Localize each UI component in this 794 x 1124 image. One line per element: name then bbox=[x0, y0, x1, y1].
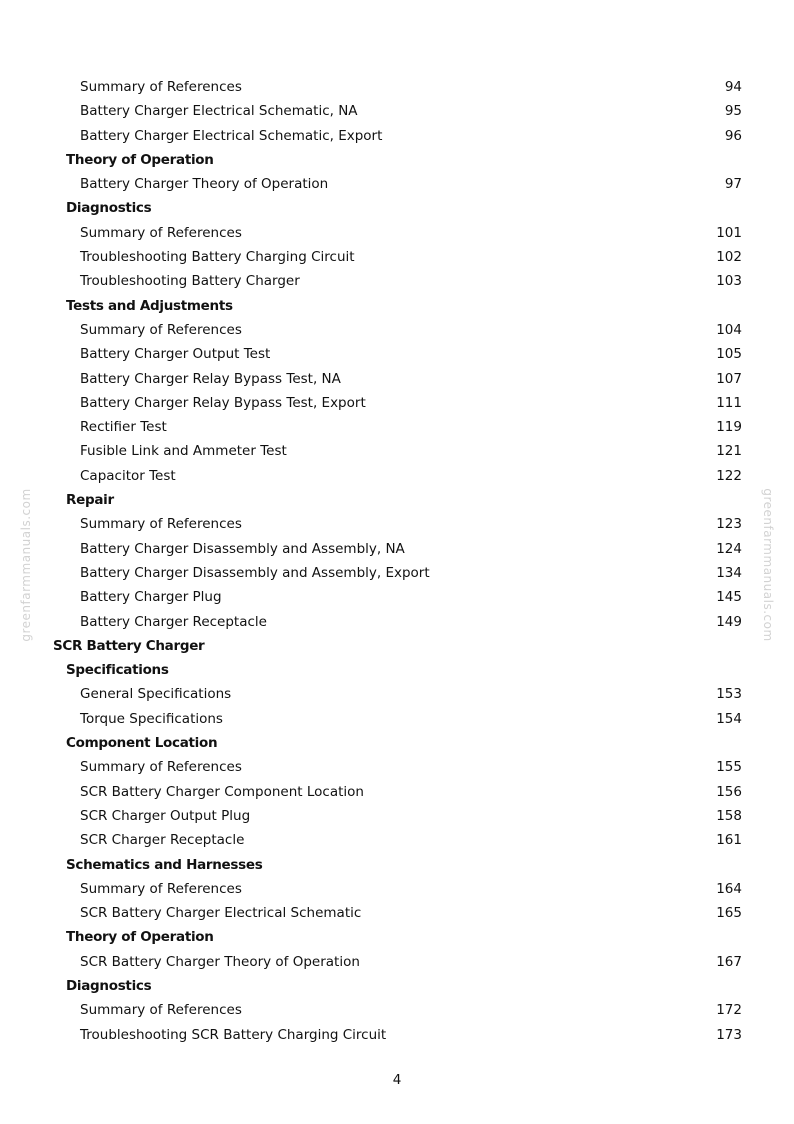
toc-entry-page: 124 bbox=[716, 540, 742, 557]
toc-entry-page: 119 bbox=[716, 419, 742, 436]
toc-entry-title: Troubleshooting SCR Battery Charging Circuit bbox=[80, 1026, 387, 1043]
toc-entry-title: Summary of References bbox=[80, 516, 242, 533]
toc-entry-title: Diagnostics bbox=[66, 977, 152, 994]
page-number: 4 bbox=[392, 1072, 402, 1088]
toc-entry-title: Summary of References bbox=[80, 321, 242, 338]
toc-entry-title: Battery Charger Theory of Operation bbox=[80, 176, 329, 193]
toc-entry[interactable] bbox=[0, 99, 794, 123]
toc-entry[interactable] bbox=[0, 124, 794, 148]
toc-entry-page: 105 bbox=[716, 346, 742, 363]
toc-entry-page: 134 bbox=[716, 564, 742, 581]
toc-entry-title: Battery Charger Relay Bypass Test, Export bbox=[80, 394, 366, 411]
toc-entry-page: 111 bbox=[716, 394, 742, 411]
toc-entry-page: 95 bbox=[724, 103, 742, 120]
toc-entry-title: Summary of References bbox=[80, 79, 242, 95]
toc-entry-title: Diagnostics bbox=[66, 200, 152, 217]
toc-entry[interactable] bbox=[0, 391, 794, 415]
toc-entry[interactable] bbox=[0, 415, 794, 439]
toc-entry[interactable] bbox=[0, 585, 794, 609]
toc-entry[interactable] bbox=[0, 464, 794, 488]
toc-entry-page: 167 bbox=[716, 953, 742, 970]
toc-section-heading bbox=[0, 294, 794, 318]
toc-entry-title: SCR Battery Charger bbox=[53, 637, 205, 654]
toc-entry-title: Battery Charger Relay Bypass Test, NA bbox=[80, 370, 341, 387]
toc-entry-title: Battery Charger Disassembly and Assembly, Export bbox=[80, 564, 430, 581]
toc-entry-page: 172 bbox=[716, 1002, 742, 1019]
toc-section-heading bbox=[0, 488, 794, 512]
toc-entry[interactable] bbox=[0, 755, 794, 779]
toc-entry-page: 158 bbox=[716, 807, 742, 824]
toc-entry[interactable] bbox=[0, 269, 794, 293]
toc-entry[interactable] bbox=[0, 1023, 794, 1047]
toc-entry-title: Theory of Operation bbox=[66, 929, 214, 946]
toc-entry-title: Rectifier Test bbox=[80, 419, 167, 436]
toc-entry[interactable] bbox=[0, 828, 794, 852]
toc-entry-page: 107 bbox=[716, 370, 742, 387]
toc-entry-title: Summary of References bbox=[80, 880, 242, 897]
toc-entry-page: 153 bbox=[716, 686, 742, 703]
table-of-contents bbox=[0, 75, 794, 1047]
toc-entry[interactable] bbox=[0, 172, 794, 196]
toc-section-heading bbox=[0, 925, 794, 949]
toc-entry[interactable] bbox=[0, 682, 794, 706]
toc-entry-title: Battery Charger Electrical Schematic, Export bbox=[80, 127, 383, 144]
toc-entry-title: Battery Charger Output Test bbox=[80, 346, 271, 363]
toc-section-heading bbox=[0, 148, 794, 172]
toc-entry[interactable] bbox=[0, 780, 794, 804]
toc-entry-title: Capacitor Test bbox=[80, 467, 176, 484]
toc-entry-page: 156 bbox=[716, 783, 742, 800]
toc-entry-page: 102 bbox=[716, 249, 742, 266]
toc-entry-page: 155 bbox=[716, 759, 742, 776]
toc-entry-page: 96 bbox=[724, 127, 742, 144]
toc-entry[interactable] bbox=[0, 707, 794, 731]
toc-entry[interactable] bbox=[0, 221, 794, 245]
toc-entry[interactable] bbox=[0, 439, 794, 463]
toc-entry-page: 161 bbox=[716, 832, 742, 849]
toc-entry[interactable] bbox=[0, 804, 794, 828]
toc-entry-page: 103 bbox=[716, 273, 742, 290]
toc-entry-title: Troubleshooting Battery Charging Circuit bbox=[80, 249, 355, 266]
watermark-left: greenfarmmanuals.com bbox=[19, 488, 33, 642]
toc-entry[interactable] bbox=[0, 318, 794, 342]
toc-entry-title: Repair bbox=[66, 492, 114, 509]
toc-entry-title: Summary of References bbox=[80, 759, 242, 776]
toc-entry-page: 97 bbox=[724, 176, 742, 193]
toc-entry-page: 149 bbox=[716, 613, 742, 630]
toc-entry-title: Tests and Adjustments bbox=[66, 297, 233, 314]
toc-entry[interactable] bbox=[0, 610, 794, 634]
toc-entry-title: Torque Specifications bbox=[80, 710, 223, 727]
toc-section-heading bbox=[0, 731, 794, 755]
toc-section-heading bbox=[0, 196, 794, 220]
toc-entry-title: SCR Charger Receptacle bbox=[80, 832, 245, 849]
toc-entry-page: 145 bbox=[716, 589, 742, 606]
toc-entry-title: Fusible Link and Ammeter Test bbox=[80, 443, 287, 460]
toc-entry-title: SCR Battery Charger Electrical Schematic bbox=[80, 905, 362, 922]
toc-entry-title: Summary of References bbox=[80, 1002, 242, 1019]
toc-entry-title: Battery Charger Disassembly and Assembly, NA bbox=[80, 540, 405, 557]
toc-entry-page: 122 bbox=[716, 467, 742, 484]
toc-entry[interactable] bbox=[0, 901, 794, 925]
toc-entry-title: Troubleshooting Battery Charger bbox=[80, 273, 300, 290]
toc-entry[interactable] bbox=[0, 512, 794, 536]
toc-entry-title: Battery Charger Plug bbox=[80, 589, 222, 606]
toc-section-heading bbox=[0, 853, 794, 877]
toc-entry[interactable] bbox=[0, 342, 794, 366]
toc-entry-page: 94 bbox=[724, 79, 742, 95]
toc-entry[interactable] bbox=[0, 245, 794, 269]
toc-entry-title: SCR Battery Charger Component Location bbox=[80, 783, 364, 800]
toc-entry[interactable] bbox=[0, 367, 794, 391]
toc-entry-title: SCR Battery Charger Theory of Operation bbox=[80, 953, 360, 970]
toc-entry-title: Battery Charger Receptacle bbox=[80, 613, 267, 630]
toc-entry-page: 164 bbox=[716, 880, 742, 897]
toc-entry[interactable] bbox=[0, 537, 794, 561]
toc-entry-page: 101 bbox=[716, 224, 742, 241]
toc-entry[interactable] bbox=[0, 561, 794, 585]
toc-entry-title: Schematics and Harnesses bbox=[66, 856, 263, 873]
watermark-right: greenfarmmanuals.com bbox=[761, 488, 775, 642]
toc-entry-title: General Specifications bbox=[80, 686, 232, 703]
toc-entry[interactable] bbox=[0, 998, 794, 1022]
toc-entry-page: 165 bbox=[716, 905, 742, 922]
toc-chapter-heading bbox=[0, 634, 794, 658]
toc-entry-title: SCR Charger Output Plug bbox=[80, 807, 251, 824]
toc-entry-title: Theory of Operation bbox=[66, 151, 214, 168]
toc-entry[interactable] bbox=[0, 950, 794, 974]
toc-entry-title: Battery Charger Electrical Schematic, NA bbox=[80, 103, 358, 120]
toc-entry-title: Component Location bbox=[66, 735, 218, 752]
toc-entry-page: 104 bbox=[716, 321, 742, 338]
toc-entry[interactable] bbox=[0, 877, 794, 901]
toc-section-heading bbox=[0, 658, 794, 682]
toc-entry-page: 154 bbox=[716, 710, 742, 727]
toc-entry-page: 121 bbox=[716, 443, 742, 460]
toc-entry-title: Specifications bbox=[66, 662, 169, 679]
toc-section-heading bbox=[0, 974, 794, 998]
toc-entry-title: Summary of References bbox=[80, 224, 242, 241]
toc-entry-page: 173 bbox=[716, 1026, 742, 1043]
toc-entry-page: 123 bbox=[716, 516, 742, 533]
toc-entry[interactable] bbox=[0, 75, 794, 99]
